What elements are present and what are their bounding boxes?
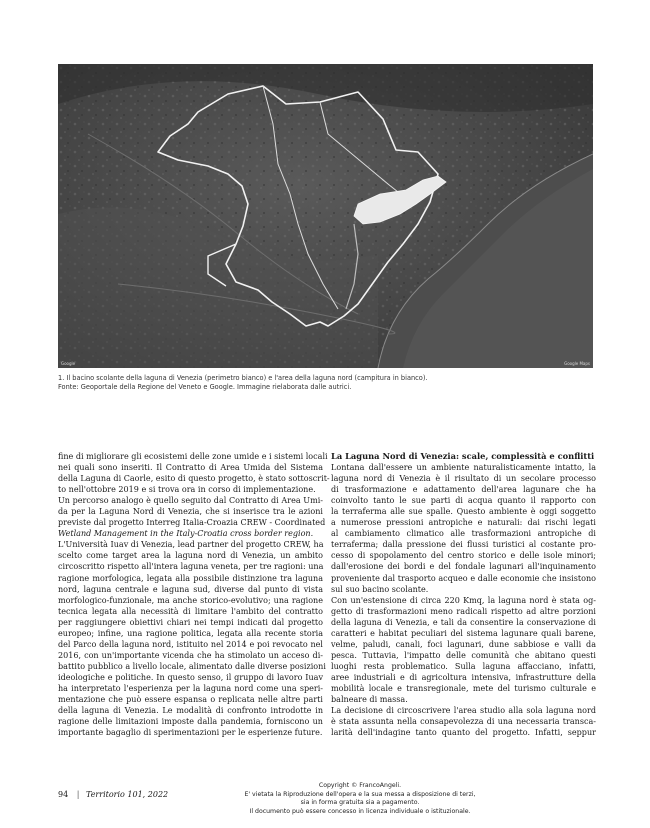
text-line: scelto come target area la laguna nord di Venezia, un ambito [58,551,323,561]
text-line: della laguna di Venezia. Le modalità di confronto introdotte in [58,706,323,716]
text-line: luoghi resta problematico. Sulla laguna affacciano, infatti, [331,661,596,671]
text-line: L'Università Iuav di Venezia, lead partner del progetto CREW, ha [58,540,324,550]
text-line: 2016, con un'importante vicenda che ha stimolato un acceso di- [58,650,323,660]
text-line: previste dal progetto Interreg Italia-Croazia CREW - Coordinated [58,518,326,528]
copyright-line: E' vietata la Riproduzione dell'opera e la sua messa a disposizione di terzi, [244,790,476,798]
text-line: morfologico-funzionale, ma anche storico-evolutivo; una ragione [58,595,323,605]
text-line: proveniente dal trasporto acqueo e dalle economie che insistono [331,573,596,583]
text-line: fine di migliorare gli ecosistemi delle zone umide e i sistemi locali [58,452,328,461]
map-credit-left: Google [61,361,76,366]
text-line: della laguna di Venezia, e tali da consentire la conservazione di [331,617,596,627]
text-line: nord, laguna centrale e laguna sud, diverse dal punto di vista [58,584,323,594]
text-line: tecnica legata alla necessità di limitare l'ambito del contratto [58,606,323,616]
map-figure [58,64,593,368]
caption-line: 1. Il bacino scolante della laguna di Venezia (perimetro bianco) e l'area della laguna nord (campitura in bianco). [58,374,428,382]
map-credit-right: Google Maps [564,361,590,366]
text-line: battito pubblico a livello locale, alimentato dalle diverse posizioni [58,661,326,671]
journal-reference: Territorio 101, 2022 [85,790,169,799]
text-line: laguna nord di Venezia è il risultato di un secolare processo [331,474,596,484]
text-line: pesca. Tuttavia, l'impatto delle comunità che abitano questi [331,650,596,660]
text-line: è stata assunta nella consapevolezza di una necessaria transca- [331,717,596,727]
copyright-line: Il documento può essere concesso in licenza individuale o istituzionale. [249,807,471,815]
text-line: Wetland Management in the Italy-Croatia cross border region. [58,529,314,539]
text-line: velme, paludi, canali, foci lagunari, dune sabbiose e valli da [331,639,596,649]
text-line: getto di trasformazioni meno radicali rispetto ad altre porzioni [331,606,596,616]
text-line: ideologiche e politiche. In questo senso, il gruppo di lavoro Iuav [58,672,323,682]
text-line: cesso di spopolamento del centro storico e delle isole minori; [331,551,596,561]
caption-source: Fonte: Geoportale della Regione del Veneto e Google. Immagine rielaborata dalle autrici. [58,383,352,391]
text-line: balneare di massa. [331,695,408,705]
section-heading: La Laguna Nord di Venezia: scale, complessità e conflitti [331,451,595,461]
text-line: terraferma; dalla pressione dei flussi turistici al costante pro- [331,540,596,550]
text-line: to nell'ottobre 2019 e si trova ora in corso di implementazione. [58,485,316,495]
text-line: ragione delle limitazioni imposte dalla pandemia, forniscono un [58,717,323,727]
text-line: europeo; infine, una ragione politica, legata alla recente storia [58,628,323,638]
text-line: la terraferma alle sue spalle. Questo ambiente è oggi soggetto [331,507,596,517]
satellite-map-image [58,64,593,368]
text-line: mentazione che può essere espansa o replicata nelle altre parti [58,695,323,705]
text-line: Un percorso analogo è quello seguito dal Contratto di Area Umi- [58,496,323,506]
text-line: ha interpretato l'esperienza per la laguna nord come una speri- [58,683,323,693]
text-line: dall'erosione dei bordi e del fondale lagunari all'inquinamento [331,562,596,572]
text-line: al cambiamento climatico alle trasformazioni antropiche di [331,529,596,539]
text-line: La decisione di circoscrivere l'area studio alla sola laguna nord [331,706,596,716]
copyright-notice [150,782,570,816]
text-line: Lontana dall'essere un ambiente naturalisticamente intatto, la [331,463,596,473]
text-line: ragione morfologica, legata alla possibile distinzione tra laguna [58,573,323,583]
text-line: aree industriali e di agricoltura intensiva, infrastrutture della [331,672,596,682]
text-line: per raggiungere obiettivi chiari nei tempi indicati dal progetto [58,617,323,627]
text-line: della Laguna di Caorle, esito di questo progetto, è stato sottoscrit- [58,474,330,484]
text-line: Con un'estensione di circa 220 Kmq, la laguna nord è stata og- [331,595,596,605]
text-line: di trasformazione e adattamento dell'area lagunare che ha [331,485,596,495]
copyright-line: sia in forma gratuita sia a pagamento. [300,799,420,807]
text-line: caratteri e habitat peculiari del sistema lagunare quali barene, [331,628,596,638]
text-line: coinvolto tanto le sue parti di acqua quanto il rapporto con [331,496,596,506]
text-line: del Parco della laguna nord, istituito nel 2014 e poi revocato nel [58,639,323,649]
text-line: larità dell'indagine tanto quanto del progetto. Infatti, seppur [331,728,596,738]
text-line: importante bagaglio di sperimentazioni per le esperienze future. [58,728,323,738]
text-line: mobilità locale e transregionale, mete del turismo culturale e [331,683,596,693]
right-text-column [331,451,596,738]
text-line: a numerose pressioni antropiche e naturali: dai rischi legati [331,518,596,528]
page-number: 94 [58,790,69,799]
footer-separator: | [76,790,80,799]
figure-caption [58,374,598,392]
left-text-column [58,451,330,738]
text-line: circoscritto rispetto all'intera laguna veneta, per tre ragioni: una [58,562,324,572]
text-line: da per la Laguna Nord di Venezia, che si inserisce tra le azioni [58,507,323,517]
copyright-line: Copyright © FrancoAngeli. [318,782,402,789]
text-line: nei quali sono inseriti. Il Contratto di Area Umida del Sistema [58,463,323,473]
text-line: sul suo bacino scolante. [331,584,429,594]
